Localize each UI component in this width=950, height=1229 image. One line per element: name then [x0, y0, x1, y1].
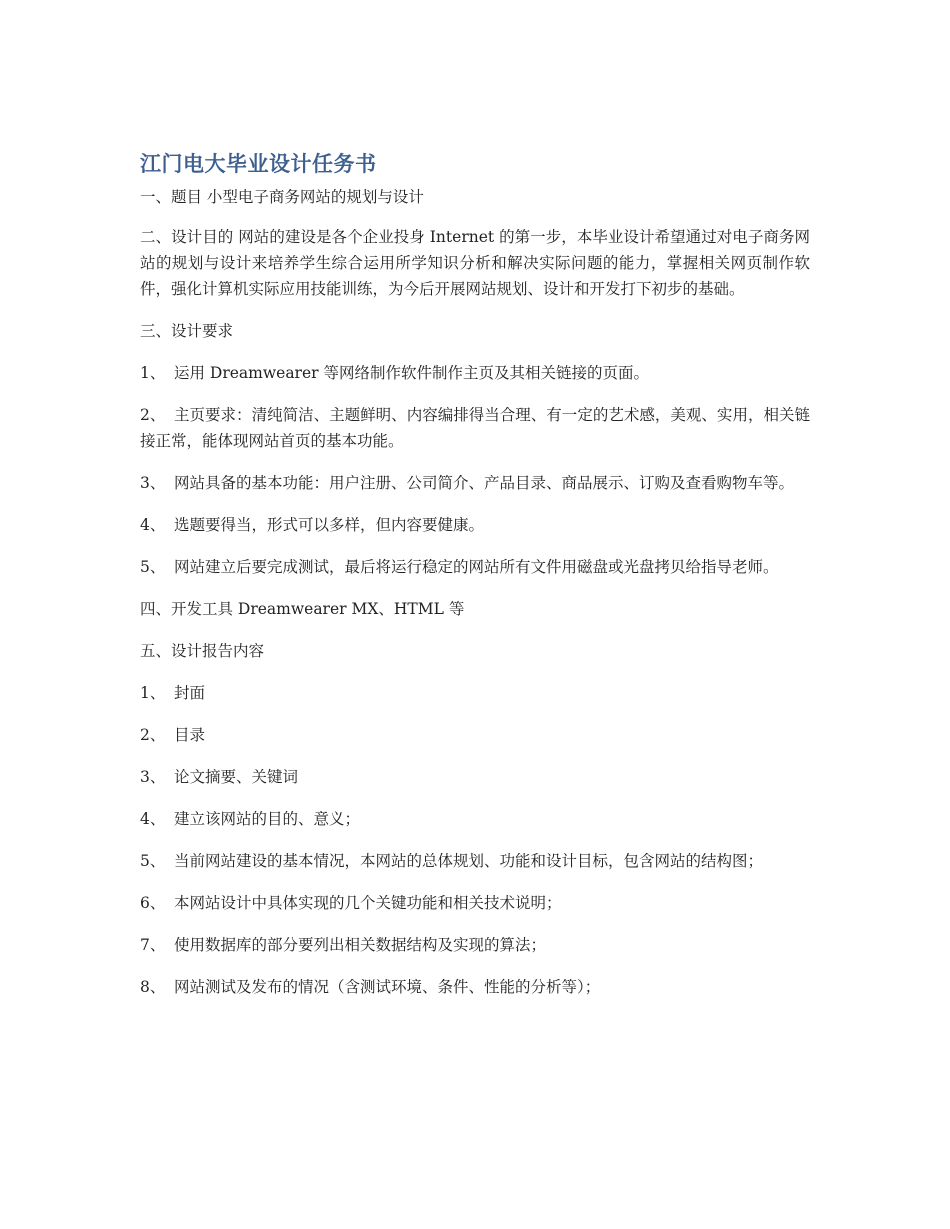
- list-item: [140, 974, 810, 1000]
- requirements-list: [140, 360, 810, 580]
- section-topic: 一、题目 小型电子商务网站的规划与设计: [140, 188, 424, 206]
- report-contents-list: [140, 680, 810, 1000]
- item-text: 网站测试及发布的情况（含测试环境、条件、性能的分析等）；: [174, 978, 601, 996]
- item-text: 网站建立后要完成测试，最后将运行稳定的网站所有文件用磁盘或光盘拷贝给指导老师。: [174, 558, 779, 576]
- list-item: [140, 722, 810, 748]
- item-number: 6、: [140, 894, 166, 912]
- item-number: 8、: [140, 978, 166, 996]
- list-item: [140, 890, 810, 916]
- list-item: [140, 680, 810, 706]
- list-item: [140, 402, 810, 454]
- item-number: 2、: [140, 726, 166, 744]
- item-number: 4、: [140, 516, 166, 534]
- item-number: 7、: [140, 936, 166, 954]
- list-item: [140, 932, 810, 958]
- list-item: [140, 512, 810, 538]
- section-purpose: 二、设计目的 网站的建设是各个企业投身 Internet 的第一步，本毕业设计希望通过对电子商务网站的规划与设计来培养学生综合运用所学知识分析和解决实际问题的能力，掌握相关网页制作软件，强化计算机实际应用技能训练，为今后开展网站规划、设计和开发打下初步的基础。: [140, 228, 810, 298]
- item-text: 本网站设计中具体实现的几个关键功能和相关技术说明；: [174, 894, 562, 912]
- item-number: 3、: [140, 474, 166, 492]
- item-text: 当前网站建设的基本情况，本网站的总体规划、功能和设计目标，包含网站的结构图；: [174, 852, 764, 870]
- item-number: 4、: [140, 810, 166, 828]
- item-number: 5、: [140, 852, 166, 870]
- item-number: 1、: [140, 364, 166, 382]
- section-requirements-heading: 三、设计要求: [140, 322, 234, 340]
- list-item: [140, 470, 810, 496]
- list-item: [140, 848, 810, 874]
- item-number: 1、: [140, 684, 166, 702]
- list-item: [140, 764, 810, 790]
- item-text: 运用 Dreamwearer 等网络制作软件制作主页及其相关链接的页面。: [174, 364, 649, 382]
- section-report-heading: 五、设计报告内容: [140, 642, 265, 660]
- document-page: [140, 150, 810, 1016]
- item-text: 目录: [174, 726, 206, 744]
- item-number: 3、: [140, 768, 166, 786]
- item-text: 使用数据库的部分要列出相关数据结构及实现的算法；: [174, 936, 547, 954]
- list-item: [140, 554, 810, 580]
- item-text: 网站具备的基本功能：用户注册、公司简介、产品目录、商品展示、订购及查看购物车等。: [174, 474, 795, 492]
- section-tools: 四、开发工具 Dreamwearer MX、HTML 等: [140, 600, 465, 618]
- item-text: 封面: [174, 684, 206, 702]
- list-item: [140, 360, 810, 386]
- item-text: 建立该网站的目的、意义；: [174, 810, 361, 828]
- list-item: [140, 806, 810, 832]
- item-number: 2、: [140, 406, 166, 424]
- item-text: 选题要得当，形式可以多样，但内容要健康。: [174, 516, 485, 534]
- item-text: 主页要求：清纯简洁、主题鲜明、内容编排得当合理、有一定的艺术感，美观、实用，相关链接正常，能体现网站首页的基本功能。: [140, 406, 810, 450]
- document-title: 江门电大毕业设计任务书: [140, 152, 377, 176]
- item-number: 5、: [140, 558, 166, 576]
- item-text: 论文摘要、关键词: [174, 768, 299, 786]
